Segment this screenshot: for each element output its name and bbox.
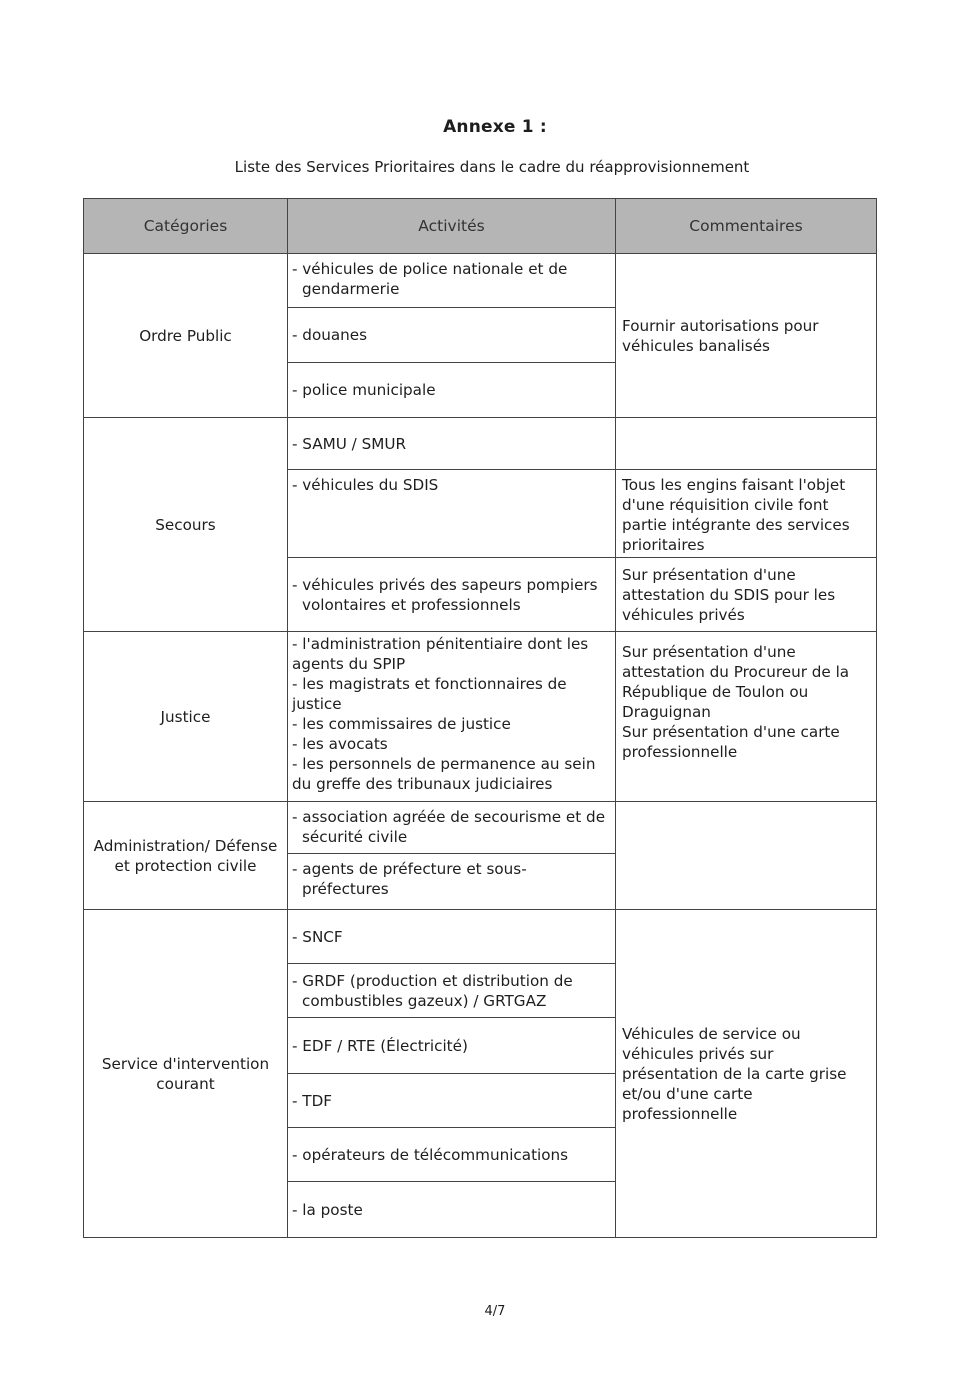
activity-text: - les personnels de permanence au sein du greffe des tribunaux judiciaires [292, 755, 596, 793]
activity-cell [288, 802, 616, 854]
activity-cell [288, 632, 616, 802]
activity-text: - les commissaires de justice [292, 715, 511, 733]
activity-text: - GRDF (production et distribution de combustibles gazeux) / GRTGAZ [292, 971, 573, 1010]
activity-text: - véhicules de police nationale et de gendarmerie [292, 260, 568, 298]
activity-text: - SNCF [292, 927, 343, 946]
table-row [84, 254, 877, 308]
activity-text: - opérateurs de télécommunications [292, 1145, 569, 1164]
activity-text: - les avocats [292, 735, 388, 753]
activity-cell [288, 1182, 616, 1238]
activity-text: - les magistrats et fonctionnaires de justice [292, 675, 567, 713]
activity-cell [288, 1074, 616, 1128]
category-ordre-public: Ordre Public [84, 254, 288, 418]
comment-service-intervention: Véhicules de service ou véhicules privés sur présentation de la carte grise et/ou d'une carte professionnelle [616, 910, 877, 1238]
table-row [84, 802, 877, 854]
comment-text: Sur présentation d'une carte professionnelle [622, 723, 840, 761]
table-row [84, 910, 877, 964]
category-service-intervention: Service d'intervention courant [84, 910, 288, 1238]
page-subtitle: Liste des Services Prioritaires dans le cadre du réapprovisionnement [234, 158, 750, 176]
activity-cell [288, 1018, 616, 1074]
activity-text: - douanes [292, 326, 368, 344]
activity-text: - SAMU / SMUR [292, 434, 407, 453]
activity-text: - la poste [292, 1200, 363, 1219]
page-number: 4/7 [484, 1304, 506, 1319]
comment-cell: Sur présentation d'une attestation du SDIS pour les véhicules privés [616, 558, 877, 632]
category-secours: Secours [84, 418, 288, 632]
activity-cell [288, 470, 616, 558]
activity-text: - TDF [292, 1091, 333, 1110]
activity-cell [288, 910, 616, 964]
page-title: Annexe 1 : [443, 117, 547, 137]
category-justice: Justice [84, 632, 288, 802]
header-activites: Activités [288, 199, 616, 254]
comment-cell [616, 632, 877, 802]
comment-cell [616, 418, 877, 470]
activity-text: - police municipale [292, 381, 436, 399]
activity-text: - EDF / RTE (Électricité) [292, 1036, 468, 1055]
table-header-row [84, 199, 877, 254]
activity-cell [288, 363, 616, 418]
priority-services-table [83, 198, 877, 1238]
comment-cell [616, 802, 877, 910]
category-administration: Administration/ Défense et protection civile [84, 802, 288, 910]
activity-cell [288, 854, 616, 910]
activity-text: - véhicules privés des sapeurs pompiers volontaires et professionnels [292, 575, 598, 614]
comment-ordre-public: Fournir autorisations pour véhicules banalisés [616, 254, 877, 418]
header-commentaires: Commentaires [616, 199, 877, 254]
activity-cell [288, 254, 616, 308]
activity-cell [288, 558, 616, 632]
activity-cell [288, 418, 616, 470]
activity-text: - l'administration pénitentiaire dont les agents du SPIP [292, 635, 589, 673]
activity-text: - association agréée de secourisme et de sécurité civile [292, 808, 606, 846]
activity-cell [288, 1128, 616, 1182]
activity-text: - agents de préfecture et sous-préfectures [292, 860, 527, 898]
activity-cell [288, 308, 616, 363]
comment-text: Sur présentation d'une attestation du Procureur de la République de Toulon ou Draguignan [622, 643, 850, 721]
comment-cell: Tous les engins faisant l'objet d'une réquisition civile font partie intégrante des services prioritaires [616, 470, 877, 558]
table-row [84, 418, 877, 470]
table-row [84, 632, 877, 802]
activity-cell [288, 964, 616, 1018]
header-categories: Catégories [84, 199, 288, 254]
activity-text: - véhicules du SDIS [292, 476, 439, 494]
